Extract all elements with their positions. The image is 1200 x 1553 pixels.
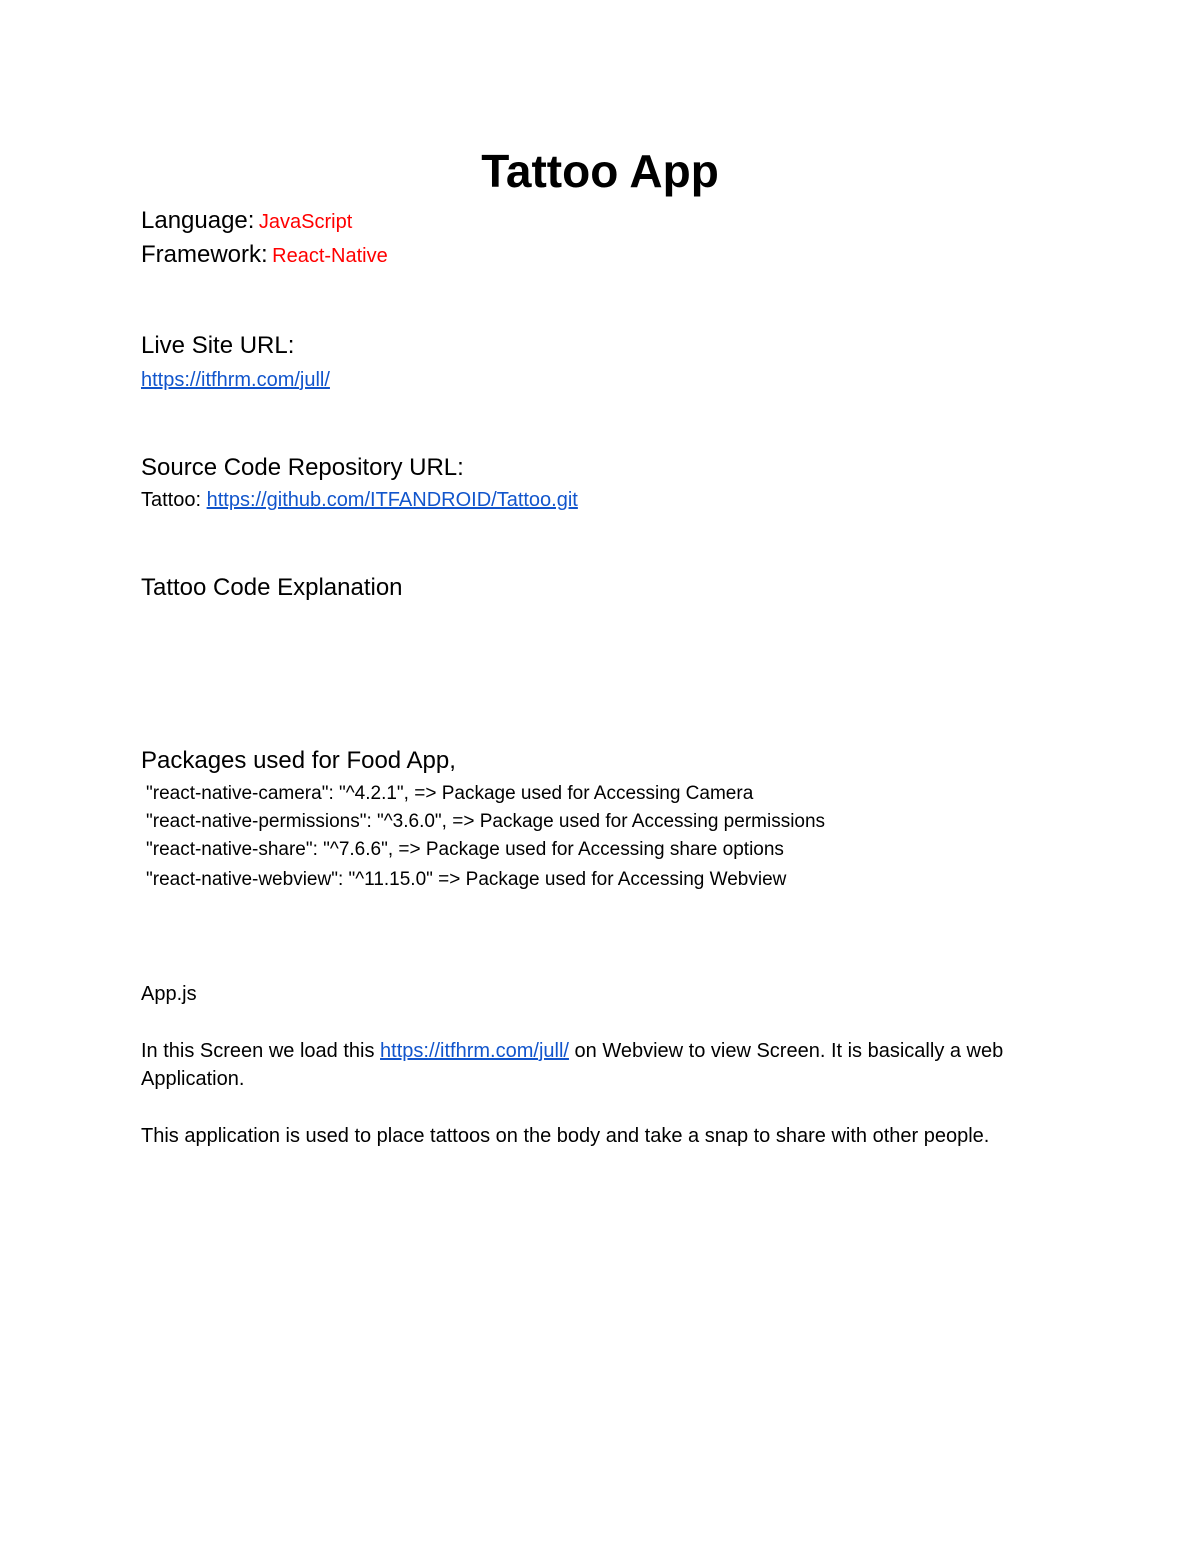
- language-line: [141, 206, 352, 236]
- language-value: JavaScript: [258, 211, 353, 233]
- package-item: [146, 809, 825, 835]
- paragraph-purpose: This application is used to place tattoos on the body and take a snap to share with other people.: [141, 1125, 990, 1147]
- live-site-link[interactable]: https://itfhrm.com/jull/: [141, 369, 330, 391]
- live-site-line: [141, 366, 330, 394]
- package-code: "react-native-webview": "^11.15.0" =>: [146, 869, 461, 890]
- repo-heading: Source Code Repository URL:: [141, 454, 464, 481]
- packages-heading: Packages used for Food App,: [141, 747, 456, 774]
- package-desc: Package used for Accessing Camera: [441, 783, 754, 804]
- package-item: [146, 867, 786, 893]
- repo-link[interactable]: https://github.com/ITFANDROID/Tattoo.git: [206, 489, 578, 511]
- language-label: Language:: [141, 207, 255, 234]
- framework-line: [141, 240, 388, 270]
- framework-value: React-Native: [272, 245, 388, 267]
- package-desc: Package used for Accessing share options: [425, 839, 784, 860]
- package-desc: Package used for Accessing Webview: [465, 869, 787, 890]
- repo-prefix: Tattoo:: [141, 489, 202, 511]
- paragraph-webview-before: In this Screen we load this: [141, 1040, 375, 1062]
- framework-label: Framework:: [141, 241, 268, 268]
- package-item: [146, 837, 784, 863]
- paragraph-webview-after: on Webview to view Screen. It is basically a web Application.: [141, 1040, 1004, 1090]
- package-code: "react-native-permissions": "^3.6.0", =>: [146, 811, 475, 832]
- paragraph-webview-link[interactable]: https://itfhrm.com/jull/: [380, 1040, 569, 1062]
- appjs-heading: App.js: [141, 983, 197, 1005]
- package-code: "react-native-camera": "^4.2.1", =>: [146, 783, 437, 804]
- paragraph-webview: [141, 1037, 1061, 1093]
- explanation-heading: Tattoo Code Explanation: [141, 574, 403, 601]
- package-code: "react-native-share": "^7.6.6", =>: [146, 839, 421, 860]
- package-item: [146, 781, 753, 807]
- document-title: Tattoo App: [481, 145, 719, 197]
- repo-line: [141, 486, 578, 514]
- package-desc: Package used for Accessing permissions: [479, 811, 826, 832]
- live-site-heading: Live Site URL:: [141, 332, 295, 359]
